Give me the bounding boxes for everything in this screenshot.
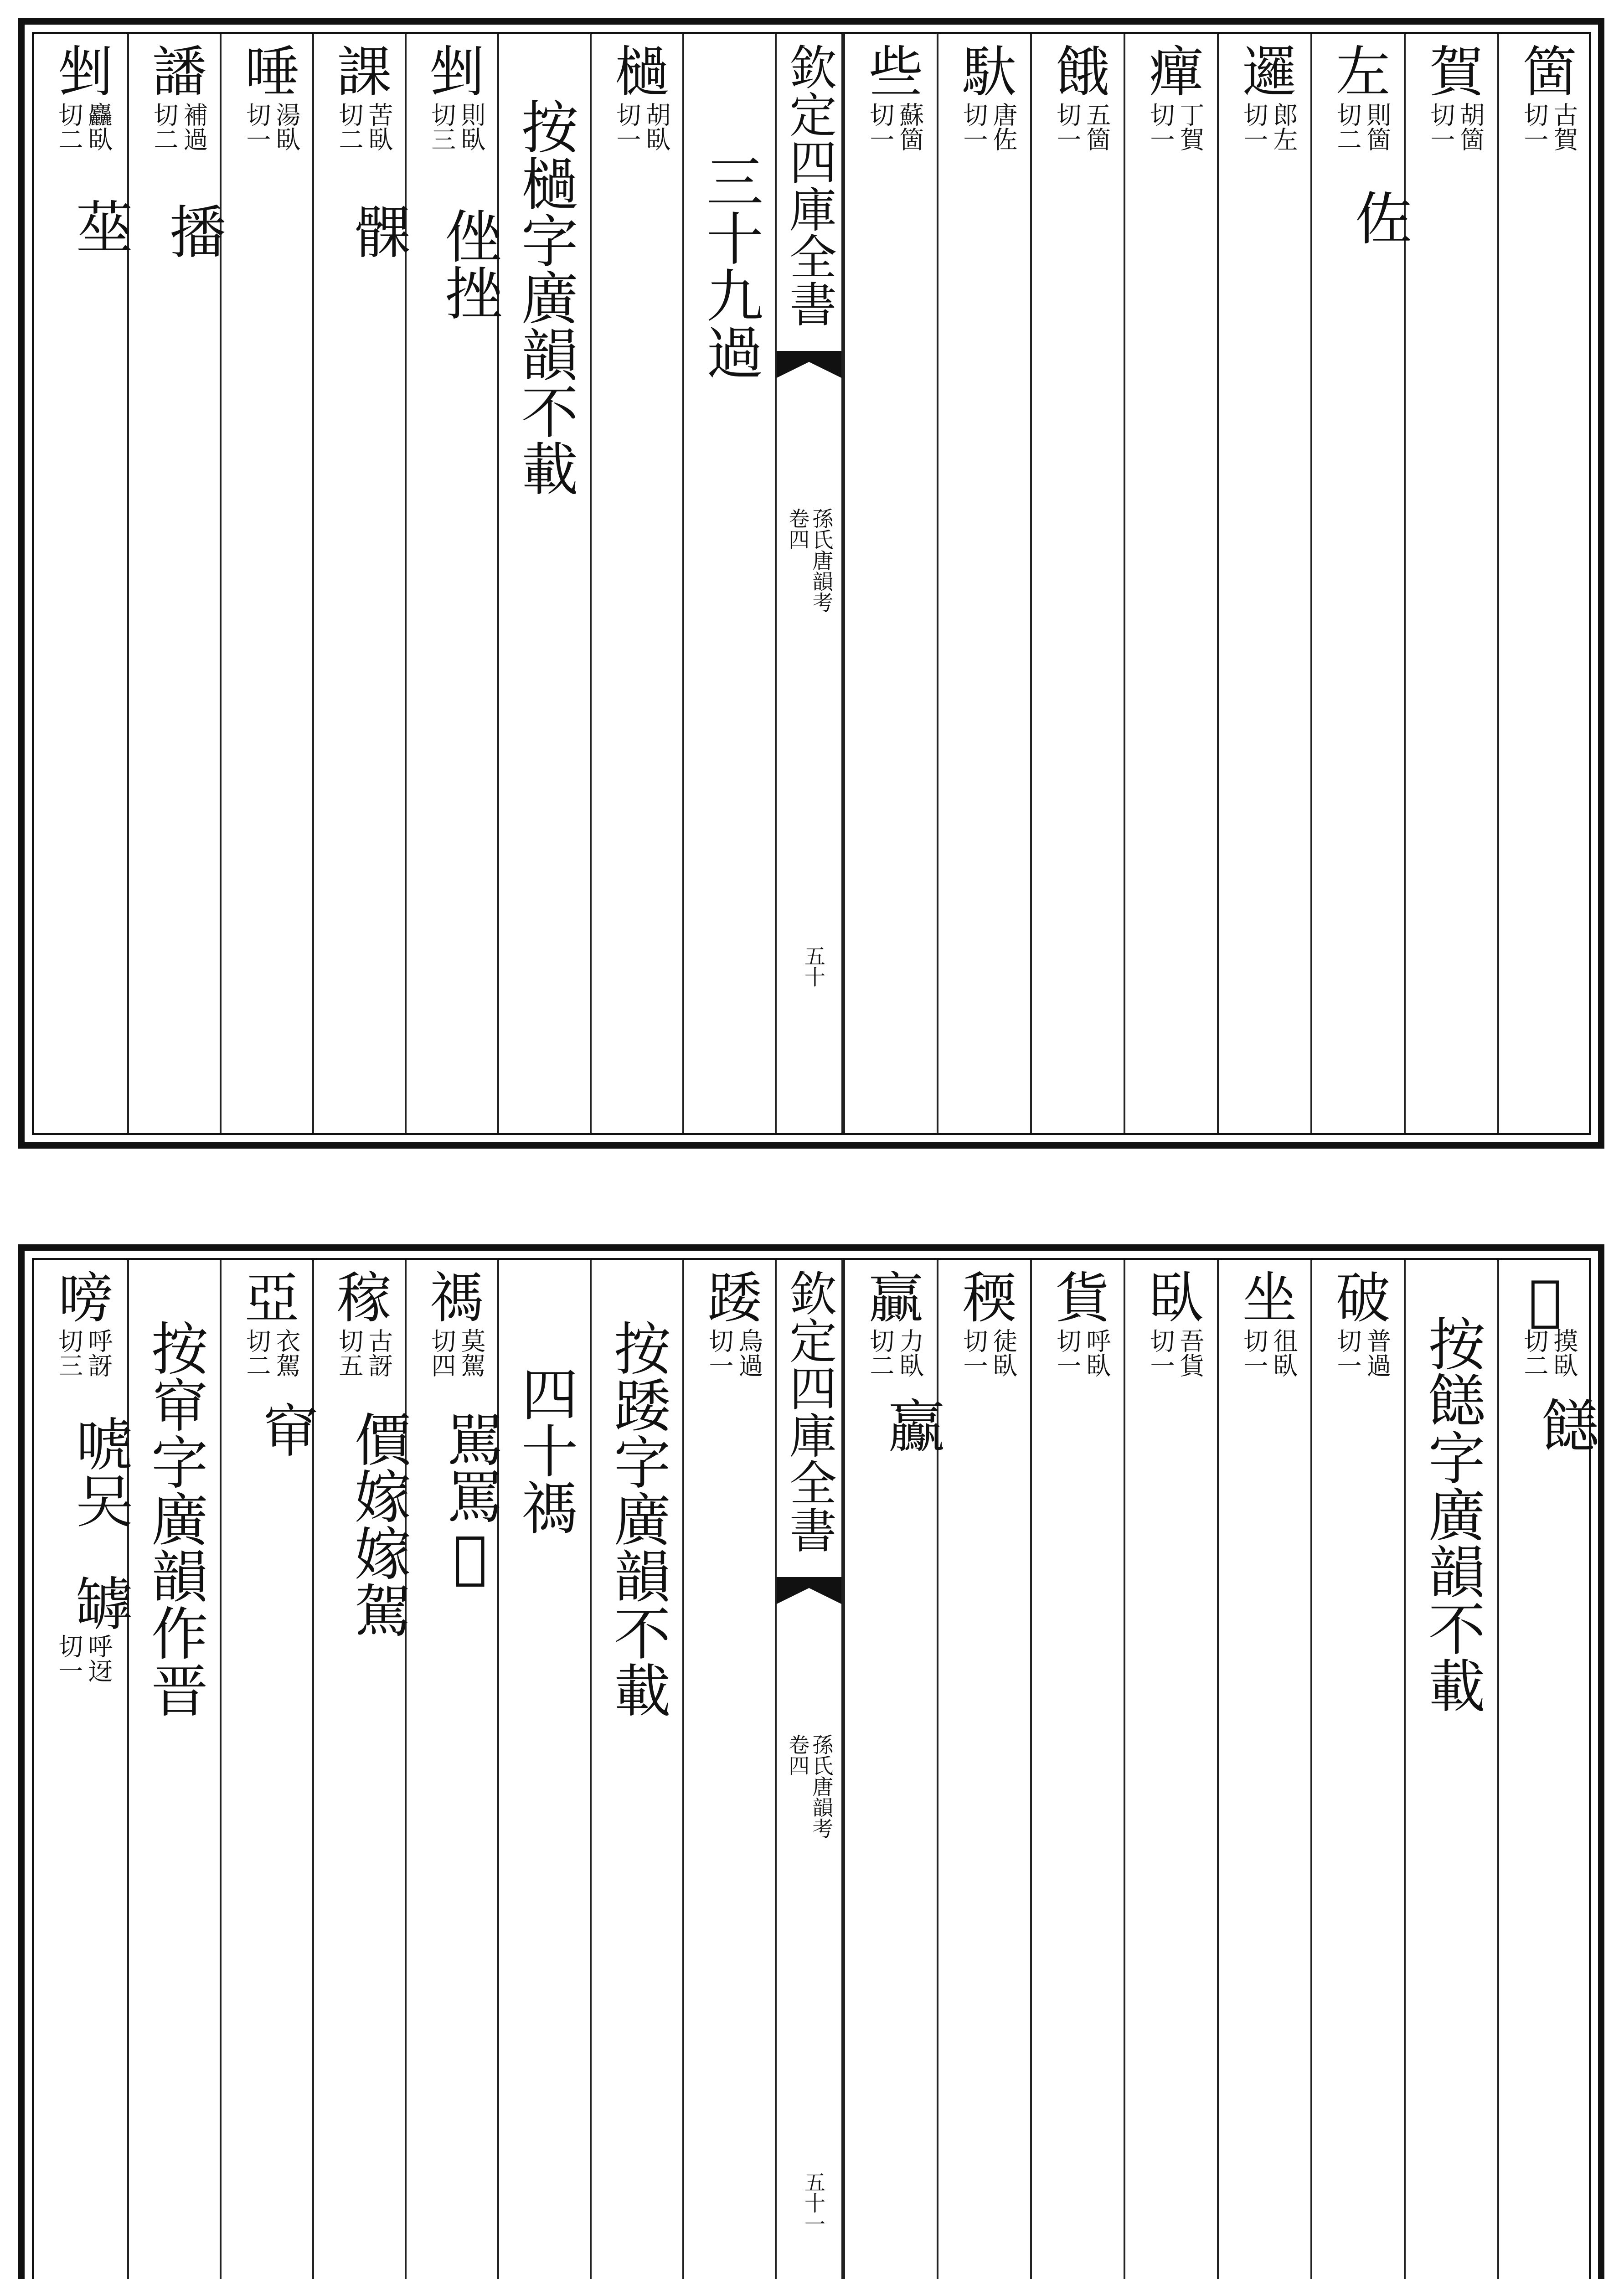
headword: 剉 (49, 43, 113, 98)
top-center-column (775, 34, 843, 1133)
headword: 贏 (859, 1269, 923, 1325)
bottom-left-col-5 (312, 1260, 411, 2279)
annotation-left: 切一 (959, 102, 988, 151)
top-left-col-1 (682, 34, 775, 1133)
extra-word: 侳挫 (435, 207, 502, 321)
headword: 癉 (1139, 43, 1203, 98)
bottom-fish-tail-icon (777, 1579, 841, 1634)
note-text: 按䭐字廣韻不載 (1418, 1315, 1485, 1713)
headword: 踒 (698, 1269, 762, 1325)
top-left-col-4 (405, 34, 502, 1133)
annotation-right: 莫駕 (457, 1328, 486, 1377)
annotation-right: 徒臥 (989, 1328, 1018, 1377)
bottom-right-col-5 (1124, 1260, 1217, 2279)
top-left-col-7 (127, 34, 226, 1133)
annotation-left: 切一 (1239, 102, 1268, 151)
top-left-col-6 (220, 34, 312, 1133)
top-left-col-3 (497, 34, 590, 1133)
note-text: 按踒字廣韻不載 (604, 1319, 670, 1718)
extra-word: 駡罵𦾧 (437, 1410, 504, 1590)
annotation-right: 普過 (1362, 1328, 1392, 1377)
annotation-left: 切二 (1333, 102, 1362, 151)
bottom-right-col-2 (1404, 1260, 1497, 2279)
bottom-center-juan: 卷四 (785, 1734, 810, 1776)
annotation-right: 呼臥 (1082, 1328, 1111, 1377)
annotation-left: 切三 (54, 1328, 83, 1377)
annotation-right: 胡臥 (642, 102, 671, 151)
bottom-right-col-1 (1497, 1260, 1598, 2279)
annotation-right: 吾貨 (1175, 1328, 1205, 1377)
annotation-left: 切一 (1146, 1328, 1175, 1377)
annotation-right: 徂臥 (1269, 1328, 1298, 1377)
annotation-right: 古訝 (364, 1328, 393, 1377)
annotation-right: 衣駕 (272, 1328, 301, 1377)
top-center-title: 欽定四庫全書 (781, 43, 837, 327)
headword: 課 (328, 43, 392, 98)
bottom-page (18, 1244, 1604, 2279)
headword: 破 (1326, 1269, 1390, 1325)
annotation-right: 補過 (179, 102, 208, 151)
extra-word-2: 罅 (66, 1574, 133, 1631)
extra-word: 莝 (66, 198, 133, 255)
annotation-left: 切一 (1052, 102, 1082, 151)
top-fish-tail-icon (777, 353, 841, 407)
annotation-left: 切一 (242, 102, 271, 151)
annotation-right: 呼訝 (84, 1328, 113, 1377)
annotation-right: 苦臥 (364, 102, 393, 151)
annotation-right: 則箇 (1362, 102, 1392, 151)
annotation-left: 切一 (1052, 1328, 1082, 1377)
headword: 箇 (1513, 43, 1577, 98)
bottom-left-col-4 (405, 1260, 504, 2279)
headword: 左 (1326, 43, 1390, 98)
annotation-left: 切一 (1520, 102, 1549, 151)
annotation-right: 力臥 (895, 1328, 924, 1377)
annotation-right: 郎左 (1269, 102, 1298, 151)
headword: 馱 (953, 43, 1016, 98)
headword: 賀 (1420, 43, 1484, 98)
bottom-right-col-8 (843, 1260, 944, 2279)
annotation-right: 則臥 (457, 102, 486, 151)
top-left-col-5 (312, 34, 411, 1133)
bottom-left-col-2 (590, 1260, 682, 2279)
bottom-right-col-7 (937, 1260, 1030, 2279)
headword: 譒 (143, 43, 206, 98)
headword: 亞 (235, 1269, 299, 1325)
headword: 坐 (1233, 1269, 1297, 1325)
headword: 稼 (328, 1269, 392, 1325)
extra-word: 䭐 (1532, 1397, 1598, 1454)
annotation-left-2: 切一 (54, 1634, 83, 1683)
annotation-left: 切一 (959, 1328, 988, 1377)
top-right-col-1 (1497, 34, 1591, 1133)
annotation-left: 切一 (1426, 102, 1455, 151)
headword: 邏 (1233, 43, 1297, 98)
annotation-right: 蘇箇 (895, 102, 924, 151)
top-right-col-6 (1030, 34, 1124, 1133)
top-center-book: 孫氏唐韻考 (809, 508, 834, 613)
annotation-left: 切一 (1333, 1328, 1362, 1377)
bottom-right-col-6 (1030, 1260, 1124, 2279)
bottom-right-col-3 (1310, 1260, 1404, 2279)
extra-word: 播 (160, 202, 226, 259)
bottom-left-col-8 (34, 1260, 133, 2279)
bottom-center-folio: 五十一 (801, 2171, 826, 2234)
annotation-right: 摸臥 (1549, 1328, 1578, 1377)
top-page (18, 18, 1604, 1149)
annotation-right: 麤臥 (84, 102, 113, 151)
extra-word: 䆘 (252, 1401, 319, 1458)
headword: 嗙 (49, 1269, 113, 1325)
annotation-left: 切四 (427, 1328, 456, 1377)
extra-word: 唬㕦 (66, 1415, 133, 1529)
annotation-left: 切二 (54, 102, 83, 151)
annotation-right: 湯臥 (272, 102, 301, 151)
top-right-col-7 (937, 34, 1030, 1133)
bottom-right-col-4 (1217, 1260, 1310, 2279)
annotation-right-2: 呼迓 (84, 1634, 113, 1683)
headword: 稬 (953, 1269, 1016, 1325)
bottom-center-title: 欽定四庫全書 (781, 1269, 837, 1553)
annotation-left: 切五 (335, 1328, 364, 1377)
annotation-right: 古賀 (1549, 102, 1578, 151)
extra-word: 鸁 (878, 1397, 944, 1454)
headword: 𥖭 (1513, 1269, 1577, 1333)
annotation-left: 切三 (427, 102, 456, 151)
annotation-left: 切一 (1146, 102, 1175, 151)
top-center-juan: 卷四 (785, 508, 810, 550)
annotation-right: 烏過 (734, 1328, 763, 1377)
headword: 唾 (235, 43, 299, 98)
top-right-col-5 (1124, 34, 1217, 1133)
headword: 禡 (420, 1269, 484, 1325)
headword: 臥 (1139, 1269, 1203, 1325)
top-right-col-2 (1404, 34, 1497, 1133)
bottom-left-col-1 (682, 1260, 775, 2279)
top-right-col-8 (843, 34, 937, 1133)
annotation-right: 唐佐 (989, 102, 1018, 151)
extra-word: 髁 (345, 202, 411, 259)
headword: 餓 (1046, 43, 1110, 98)
annotation-left: 切二 (866, 1328, 895, 1377)
annotation-right: 丁賀 (1175, 102, 1205, 151)
top-center-folio: 五十 (801, 945, 826, 987)
extra-word: 價嫁嫁駕 (345, 1410, 411, 1638)
top-left-col-2 (590, 34, 682, 1133)
headword: 些 (859, 43, 923, 98)
annotation-left: 切一 (705, 1328, 734, 1377)
bottom-center-book: 孫氏唐韻考 (809, 1734, 834, 1839)
bottom-left-col-6 (220, 1260, 319, 2279)
headword: 檛 (605, 43, 669, 98)
annotation-left: 切一 (866, 102, 895, 151)
annotation-left: 切二 (150, 102, 179, 151)
bottom-left-col-3 (497, 1260, 590, 2279)
annotation-right: 胡箇 (1456, 102, 1485, 151)
annotation-right: 五箇 (1082, 102, 1111, 151)
note-text: 按檛字廣韻不載 (511, 98, 578, 496)
annotation-left: 切二 (242, 1328, 271, 1377)
top-left-col-8 (34, 34, 133, 1133)
annotation-left: 切一 (1239, 1328, 1268, 1377)
annotation-left: 切二 (335, 102, 364, 151)
bottom-center-column (775, 1260, 843, 2279)
rhyme-heading: 三十九過 (696, 152, 763, 380)
top-right-col-4 (1217, 34, 1310, 1133)
note-text: 按䆘字廣韻作晋 (141, 1319, 208, 1718)
bottom-left-col-7 (127, 1260, 220, 2279)
headword: 貨 (1046, 1269, 1110, 1325)
top-right-col-3 (1310, 34, 1412, 1133)
rhyme-heading: 四十禡 (511, 1365, 578, 1536)
extra-word: 佐 (1345, 189, 1412, 246)
headword: 剉 (420, 43, 484, 98)
annotation-left: 切二 (1520, 1328, 1549, 1377)
annotation-left: 切一 (612, 102, 641, 151)
